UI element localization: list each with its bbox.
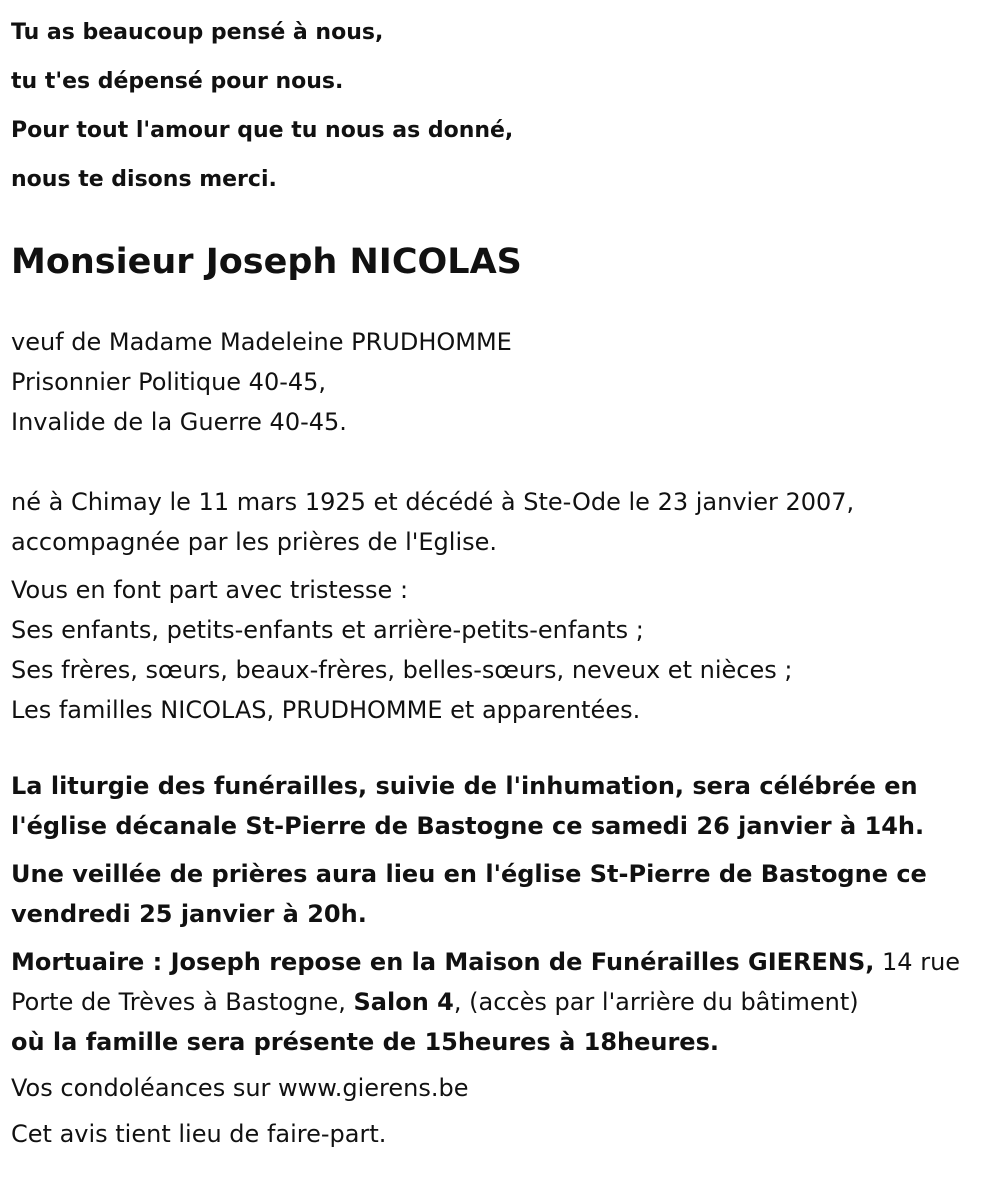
condolences-line: Vos condoléances sur www.gierens.be [11, 1074, 469, 1102]
mortuary-line-1-bold: Mortuaire : Joseph repose en la Maison de Funérailles GIERENS, [11, 948, 875, 976]
notice [11, 1114, 991, 1154]
birth-death-line-1: né à Chimay le 11 mars 1925 et décédé à Ste-Ode le 23 janvier 2007, [11, 488, 855, 516]
liturgy-info [11, 766, 991, 846]
mortuary-line-2 [11, 982, 991, 1022]
mortuary-line-3: où la famille sera présente de 15heures à 18heures. [11, 1028, 719, 1056]
vigil-line-2: vendredi 25 janvier à 20h. [11, 900, 367, 928]
mortuary-line-1-regular: 14 rue [874, 948, 961, 976]
liturgy-line-2: l'église décanale St-Pierre de Bastogne ce samedi 26 janvier à 14h. [11, 812, 925, 840]
family-line-3: Les familles NICOLAS, PRUDHOMME et apparentées. [11, 696, 641, 724]
poem-line-2: tu t'es dépensé pour nous. [11, 69, 344, 94]
family-intro: Vous en font part avec tristesse : [11, 576, 409, 604]
vigil-info [11, 854, 991, 934]
poem-line-3: Pour tout l'amour que tu nous as donné, [11, 118, 514, 143]
family-line-2: Ses frères, sœurs, beaux-frères, belles-sœurs, neveux et nièces ; [11, 656, 793, 684]
mortuary-line-1 [11, 942, 991, 982]
title-line-1: veuf de Madame Madeleine PRUDHOMME [11, 328, 512, 356]
mortuary-line-2-regular-b: , (accès par l'arrière du bâtiment) [453, 988, 859, 1016]
birth-death [11, 482, 991, 562]
notice-line: Cet avis tient lieu de faire-part. [11, 1120, 387, 1148]
birth-death-line-2: accompagnée par les prières de l'Eglise. [11, 528, 498, 556]
mortuary-salon: Salon 4 [353, 988, 454, 1016]
vigil-line-1: Une veillée de prières aura lieu en l'église St-Pierre de Bastogne ce [11, 860, 927, 888]
liturgy-line-1: La liturgie des funérailles, suivie de l'inhumation, sera célébrée en [11, 772, 918, 800]
poem-line-1: Tu as beaucoup pensé à nous, [11, 20, 384, 45]
title-line-3: Invalide de la Guerre 40-45. [11, 408, 347, 436]
deceased-name: Monsieur Joseph NICOLAS [11, 242, 522, 282]
poem-line-4: nous te disons merci. [11, 167, 277, 192]
family-line-1: Ses enfants, petits-enfants et arrière-petits-enfants ; [11, 616, 644, 644]
titles [11, 322, 991, 442]
mortuary-info [11, 942, 991, 1062]
title-line-2: Prisonnier Politique 40-45, [11, 368, 327, 396]
poem [11, 0, 991, 204]
obituary-page [11, 0, 991, 1154]
mortuary-line-2-regular-a: Porte de Trèves à Bastogne, [11, 988, 354, 1016]
condolences [11, 1068, 991, 1108]
family-announcement [11, 570, 991, 730]
